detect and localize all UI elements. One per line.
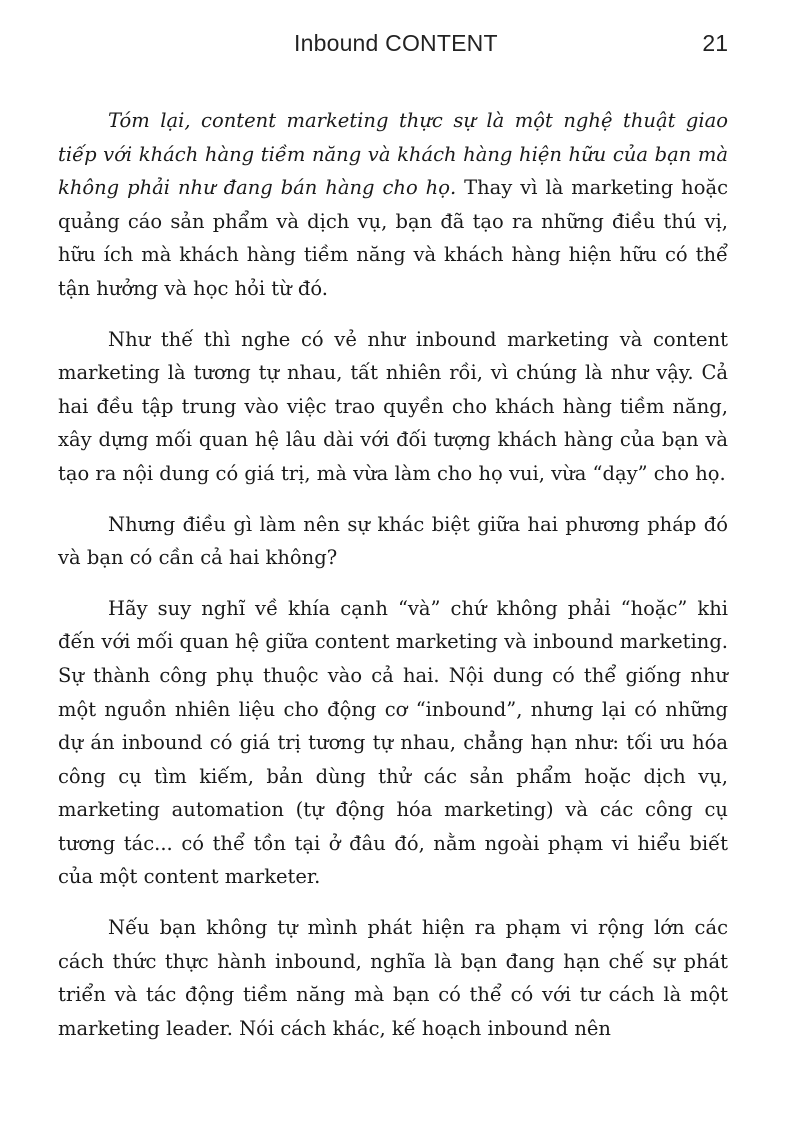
- paragraph-4: Hãy suy nghĩ về khía cạnh “và” chứ không phải “hoặc” khi đến với mối quan hệ giữa content marketing và inbound marketing. Sự thành công phụ thuộc vào cả hai. Nội dung có thể giống như một nguồn nhiên liệu cho động cơ “inbound”, nhưng lại có những dự án inbound có giá trị tương tự nhau, chẳng hạn như: tối ưu hóa công cụ tìm kiếm, bản dùng thử các sản phẩm hoặc dịch vụ, marketing automation (tự động hóa marketing) và các công cụ tương tác... có thể tồn tại ở đâu đó, nằm ngoài phạm vi hiểu biết của một content marketer.: [58, 596, 728, 889]
- paragraph-1-italic: Tóm lại, content marketing thực sự là một nghệ thuật giao tiếp với khách hàng tiềm năng và khách hàng hiện hữu của bạn mà không phải như đang bán hàng cho họ.: [58, 109, 728, 200]
- running-title: Inbound CONTENT: [294, 30, 498, 56]
- paragraph-5: Nếu bạn không tự mình phát hiện ra phạm vi rộng lớn các cách thức thực hành inbound, nghĩa là bạn đang hạn chế sự phát triển và tác động tiềm năng mà bạn có thể có với tư cách là một marketing leader. Nói cách khác, kế hoạch inbound nên: [58, 916, 728, 1040]
- paragraph-1-text: Thay vì là marketing hoặc quảng cáo sản phẩm và dịch vụ, bạn đã tạo ra những điều thú vị, hữu ích mà khách hàng tiềm năng và khách hàng hiện hữu có thể tận hưởng và học hỏi từ đó.: [58, 176, 728, 300]
- paragraph-2: Như thế thì nghe có vẻ như inbound marketing và content marketing là tương tự nhau, tất nhiên rồi, vì chúng là như vậy. Cả hai đều tập trung vào việc trao quyền cho khách hàng tiềm năng, xây dựng mối quan hệ lâu dài với đối tượng khách hàng của bạn và tạo ra nội dung có giá trị, mà vừa làm cho họ vui, vừa “dạy” cho họ.: [58, 327, 728, 485]
- page-header: [0, 30, 786, 60]
- body-text: [58, 104, 728, 1062]
- paragraph-3: Nhưng điều gì làm nên sự khác biệt giữa hai phương pháp đó và bạn có cần cả hai không?: [58, 512, 728, 570]
- page-number: 21: [702, 30, 728, 56]
- paragraph-1: [58, 104, 728, 306]
